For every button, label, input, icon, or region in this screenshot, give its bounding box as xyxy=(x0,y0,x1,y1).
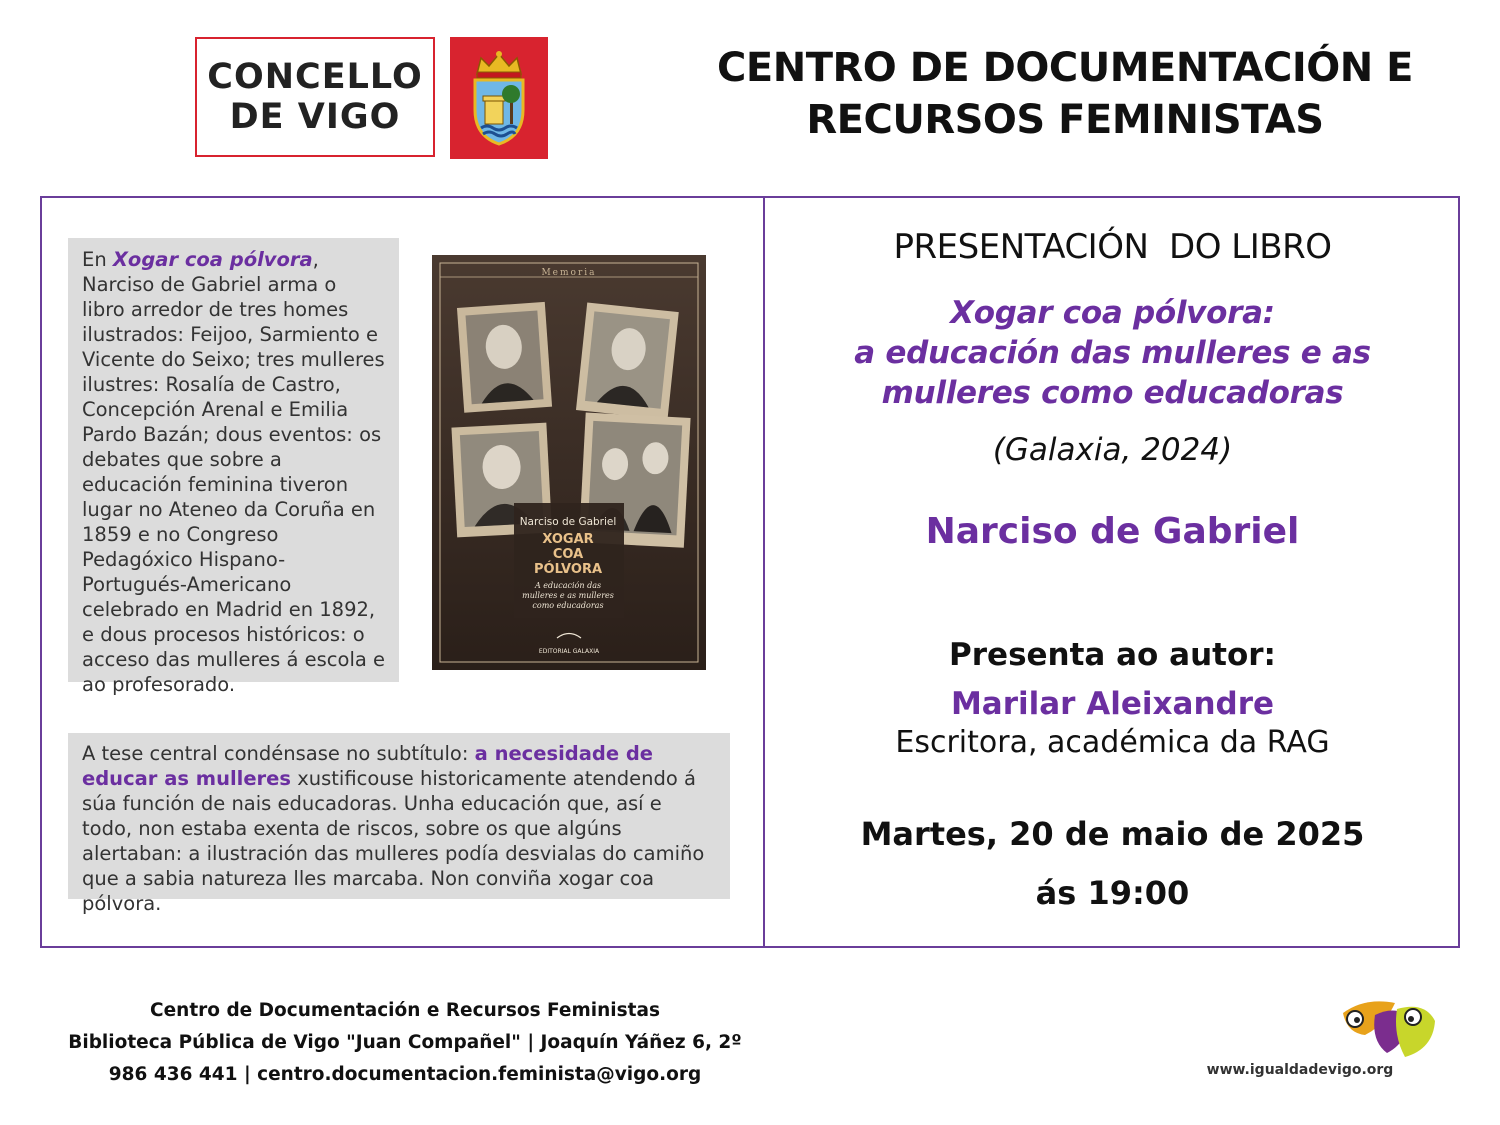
book-title xyxy=(765,293,1460,413)
footer-contact xyxy=(60,995,750,1091)
summary-text: , Narciso de Gabriel arma o libro arredor de tres homes ilustrados: Feijoo, Sarmiento e Vicente do Seixo; tres mulleres ilustres: Rosalía de Castro, Concepción Arenal e Emilia Pardo Bazán; dous eventos: os debates que sobre a educación feminina tiveron lugar no Ateneo da Coruña en 1859 e no Congreso Pedagóxico Hispano-Portugués-Americano celebrado en Madrid en 1892, e dous procesos históricos: o acceso das mulleres á escola e ao profesorado. xyxy=(82,248,386,696)
author-name: Narciso de Gabriel xyxy=(925,511,1300,552)
igualdade-vigo-logo-icon xyxy=(1335,995,1440,1060)
event-time: ás 19:00 xyxy=(1035,874,1190,912)
book-cover-title-1: XOGAR xyxy=(542,532,594,547)
book-cover-subtitle-1: A educación das xyxy=(534,581,602,590)
book-title-line-1: Xogar coa pólvora: xyxy=(950,295,1275,331)
presentation-title: PRESENTACIÓN DO LIBRO xyxy=(893,227,1332,267)
logo-line-2: DE VIGO xyxy=(229,97,401,137)
footer-line-3: 986 436 441 | centro.documentacion.feminista@vigo.org xyxy=(108,1064,702,1085)
book-cover-publisher: EDITORIAL GALAXIA xyxy=(538,648,600,655)
presenter-name: Marilar Aleixandre xyxy=(950,686,1275,722)
website-url[interactable]: www.igualdadevigo.org xyxy=(1206,1062,1394,1078)
book-cover-author: Narciso de Gabriel xyxy=(519,516,617,528)
page-title xyxy=(690,42,1440,146)
vigo-coat-of-arms-icon xyxy=(450,37,548,159)
presents-label: Presenta ao autor: xyxy=(949,637,1276,673)
footer-line-1: Centro de Documentación e Recursos Feministas xyxy=(150,1000,660,1021)
title-line-2: RECURSOS FEMINISTAS xyxy=(806,97,1324,143)
thesis-highlight: a necesidade de educar as mulleres xyxy=(82,742,654,790)
book-cover-subtitle-3: como educadoras xyxy=(532,601,604,610)
thesis-prefix: A tese central condénsase no subtítulo: xyxy=(82,742,475,765)
publisher-year: (Galaxia, 2024) xyxy=(992,432,1233,468)
logo-line-1: CONCELLO xyxy=(207,57,423,97)
thesis-box xyxy=(68,733,730,915)
footer-line-2: Biblioteca Pública de Vigo "Juan Compañel" | Joaquín Yáñez 6, 2º xyxy=(68,1032,742,1053)
thesis-text: xustificouse historicamente atendendo á súa función de nais educadoras. Unha educación que, así e todo, non estaba exenta de riscos, sobre os que algúns alertaban: a ilustración das mulleres podía desvialas do camiño que a sabia natureza lles marcaba. Non conviña xogar coa pólvora. xyxy=(82,767,705,915)
event-date: Martes, 20 de maio de 2025 xyxy=(860,815,1365,853)
summary-book-title: Xogar coa pólvora xyxy=(112,248,313,271)
title-line-1: CENTRO DE DOCUMENTACIÓN E xyxy=(717,45,1413,91)
book-cover-title-3: PÓLVORA xyxy=(533,562,603,577)
book-cover-subtitle-2: mulleres e as mulleres xyxy=(522,591,614,600)
concello-de-vigo-logo xyxy=(195,37,435,157)
book-cover-title-2: COA xyxy=(552,547,584,562)
book-summary-box xyxy=(68,238,399,696)
book-cover xyxy=(432,255,706,670)
book-title-line-2: a educación das mulleres e as xyxy=(854,335,1371,371)
book-title-line-3: mulleres como educadoras xyxy=(881,375,1344,411)
book-cover-series: Memoria xyxy=(541,268,597,278)
presenter-role: Escritora, académica da RAG xyxy=(895,725,1330,760)
summary-prefix: En xyxy=(82,248,113,271)
